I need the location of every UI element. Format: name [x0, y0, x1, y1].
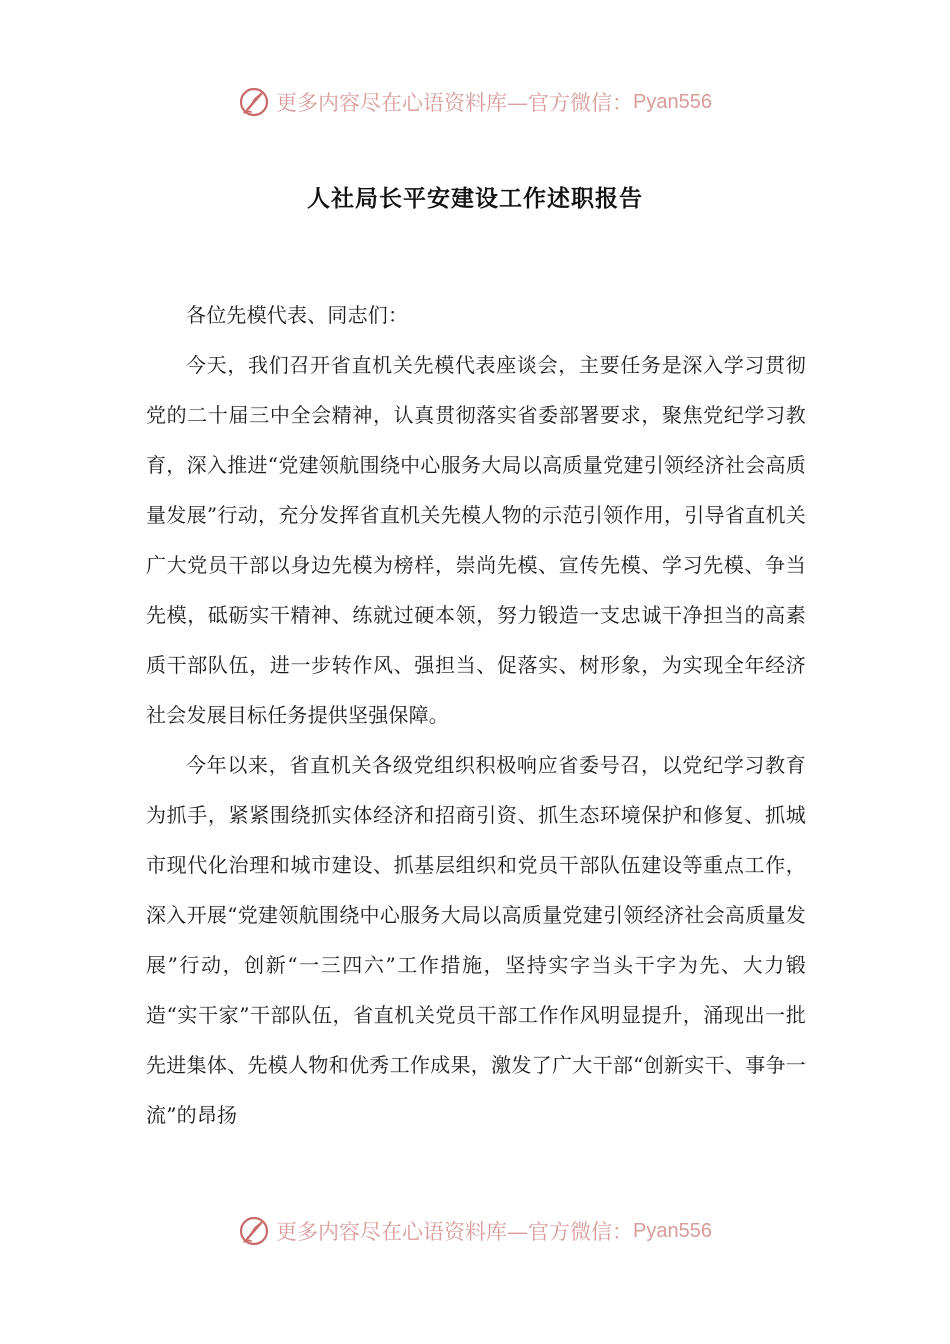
quill-logo-icon [238, 86, 270, 118]
quill-logo-icon [238, 1215, 270, 1247]
salutation: 各位先模代表、同志们： [186, 303, 409, 327]
header-watermark [0, 82, 950, 122]
watermark-handle: Pyan556 [633, 90, 712, 113]
footer-watermark [0, 1211, 950, 1251]
paragraph: 今年以来，省直机关各级党组织积极响应省委号召，以党纪学习教育为抓手，紧紧围绕抓实体经济和招商引资、抓生态环境保护和修复、抓城市现代化治理和城市建设、抓基层组织和党员干部队伍建设等重点工作，深入开展“党建领航围绕中心服务大局以高质量党建引领经济社会高质量发展”行动，创新“一三四六”工作措施，坚持实字当头干字为先、大力锻造“实干家”干部队伍，省直机关党员干部工作作风明显提升，涌现出一批先进集体、先模人物和优秀工作成果，激发了广大干部“创新实干、事争一流”的昂扬 [146, 753, 806, 1127]
document-title: 人社局长平安建设工作述职报告 [307, 185, 643, 212]
watermark-text: 更多内容尽在心语资料库—官方微信： [276, 91, 634, 115]
watermark-handle: Pyan556 [633, 1219, 712, 1242]
watermark-text: 更多内容尽在心语资料库—官方微信： [276, 1220, 634, 1244]
document-body [146, 290, 806, 1140]
paragraph: 今天，我们召开省直机关先模代表座谈会，主要任务是深入学习贯彻党的二十届三中全会精神，认真贯彻落实省委部署要求，聚焦党纪学习教育，深入推进“党建领航围绕中心服务大局以高质量党建引领经济社会高质量发展”行动，充分发挥省直机关先模人物的示范引领作用，引导省直机关广大党员干部以身边先模为榜样，崇尚先模、宣传先模、学习先模、争当先模，砥砺实干精神、练就过硬本领，努力锻造一支忠诚干净担当的高素质干部队伍，进一步转作风、强担当、促落实、树形象，为实现全年经济社会发展目标任务提供坚强保障。 [146, 353, 806, 727]
